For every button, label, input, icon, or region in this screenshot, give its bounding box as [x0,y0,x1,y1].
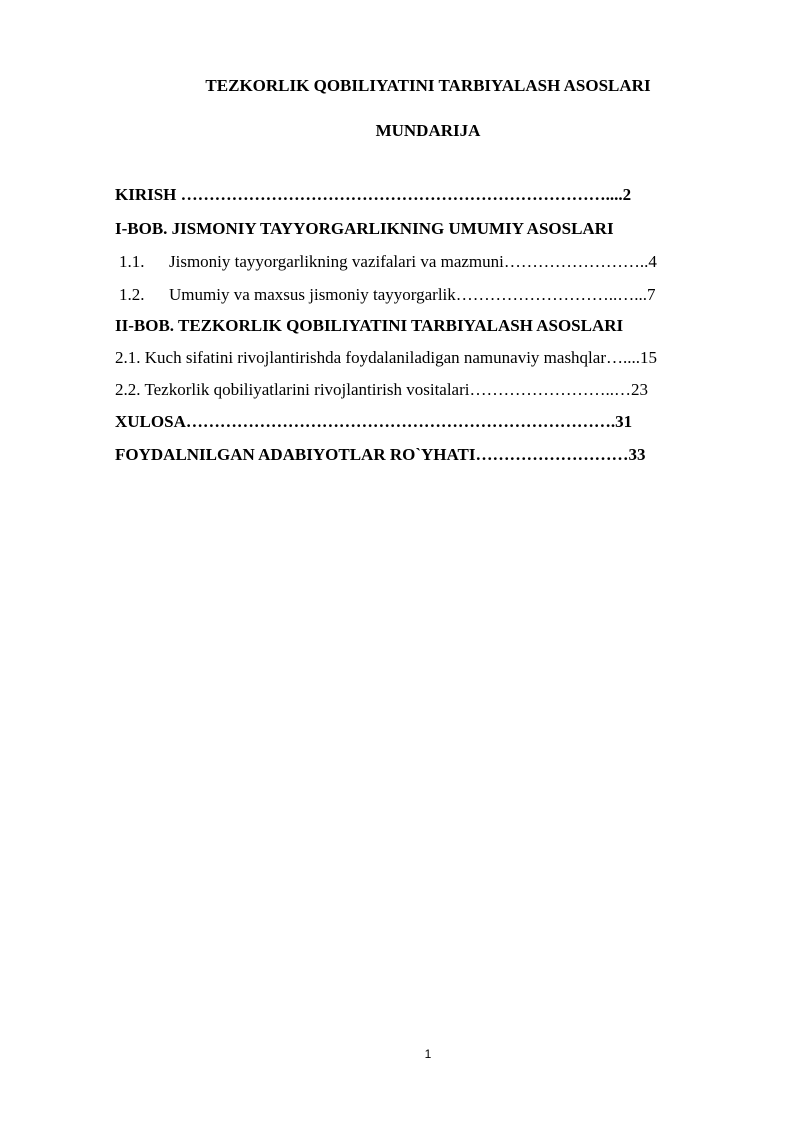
toc-entry-chapter-2: II-BOB. TEZKORLIK QOBILIYATINI TARBIYALASH ASOSLARI [115,316,624,335]
toc-entry-number: 1.2. [119,285,145,304]
toc-entry-1-2 [115,284,656,306]
toc-entry-label: Jismoniy tayyorgarlikning vazifalari va mazmuni……………………..4 [169,252,657,271]
toc-entry-bibliography: FOYDALNILGAN ADABIYOTLAR RO`YHATI………………………33 [115,445,646,464]
toc-entry-number: 1.1. [119,252,145,271]
toc-entry-label: Umumiy va maxsus jismoniy tayyorgarlik………………………..…...7 [169,285,656,304]
page-number: 1 [424,1047,432,1061]
toc-heading: MUNDARIJA [375,121,481,140]
toc-entry-1-1 [115,251,657,273]
toc-entry-2-2: 2.2. Tezkorlik qobiliyatlarini rivojlantirish vositalari……………………..…23 [115,380,648,399]
toc-entry-xulosa: XULOSA………………………………………………………………….31 [115,412,633,431]
toc-entry-kirish: KIRISH …………………………………………………………………....2 [115,185,632,204]
toc-entry-chapter-1: I-BOB. JISMONIY TAYYORGARLIKNING UMUMIY ASOSLARI [115,219,614,238]
toc-entry-2-1: 2.1. Kuch sifatini rivojlantirishda foydalaniladigan namunaviy mashqlar…....15 [115,348,657,367]
document-title: TEZKORLIK QOBILIYATINI TARBIYALASH ASOSLARI [205,76,651,95]
